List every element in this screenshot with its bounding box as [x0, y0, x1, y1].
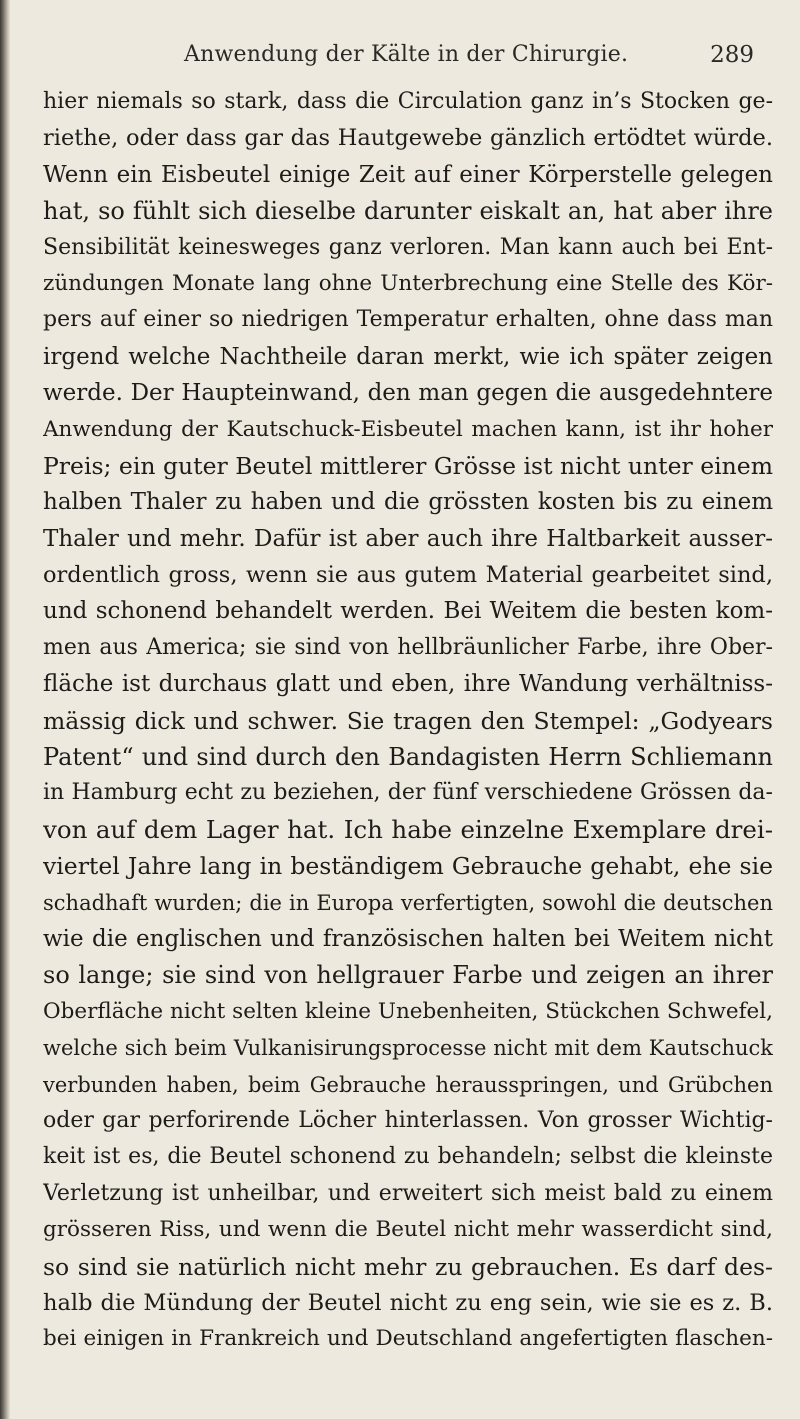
- text-line: oder gar perforirende Löcher hinterlassen. Von grosser Wichtig-: [43, 1107, 773, 1133]
- text-line: Wenn ein Eisbeutel einige Zeit auf einer Körperstelle gelegen: [43, 161, 773, 188]
- text-line: Patent“ und sind durch den Bandagisten Herrn Schliemann: [43, 743, 773, 772]
- body-text: [43, 84, 773, 1358]
- page-header: [34, 42, 782, 82]
- text-line: irgend welche Nachtheile daran merkt, wie ich später zeigen: [43, 343, 773, 370]
- text-line: men aus America; sie sind von hellbräunlicher Farbe, ihre Ober-: [43, 634, 773, 660]
- text-line: fläche ist durchaus glatt und eben, ihre Wandung verhältniss-: [43, 671, 773, 698]
- text-line: keit ist es, die Beutel schonend zu behandeln; selbst die kleinste: [43, 1144, 773, 1170]
- text-line: riethe, oder dass gar das Hautgewebe gänzlich ertödtet würde.: [43, 125, 773, 152]
- text-line: Sensibilität keinesweges ganz verloren. Man kann auch bei Ent-: [43, 234, 773, 260]
- text-line: Thaler und mehr. Dafür ist aber auch ihre Haltbarkeit ausser-: [43, 525, 773, 552]
- text-line: so sind sie natürlich nicht mehr zu gebrauchen. Es darf des-: [43, 1252, 773, 1281]
- text-line: zündungen Monate lang ohne Unterbrechung eine Stelle des Kör-: [43, 270, 773, 296]
- text-line: pers auf einer so niedrigen Temperatur erhalten, ohne dass man: [43, 307, 773, 333]
- text-line: bei einigen in Frankreich und Deutschland angefertigten flaschen-: [43, 1326, 773, 1352]
- text-line: mässig dick und schwer. Sie tragen den Stempel: „Godyears: [43, 706, 773, 735]
- text-line: in Hamburg echt zu beziehen, der fünf verschiedene Grössen da-: [43, 780, 773, 806]
- text-line: viertel Jahre lang in beständigem Gebrauche gehabt, ehe sie: [43, 852, 773, 881]
- text-line: welche sich beim Vulkanisirungsprocesse nicht mit dem Kautschuck: [43, 1036, 773, 1061]
- text-line: ordentlich gross, wenn sie aus gutem Material gearbeitet sind,: [43, 562, 773, 589]
- text-line: Verletzung ist unheilbar, und erweitert sich meist bald zu einem: [43, 1180, 773, 1206]
- text-line: schadhaft wurden; die in Europa verfertigten, sowohl die deutschen: [43, 890, 773, 915]
- text-line: Anwendung der Kautschuck-Eisbeutel machen kann, ist ihr hoher: [43, 416, 773, 442]
- text-line: hier niemals so stark, dass die Circulation ganz in’s Stocken ge-: [43, 89, 773, 114]
- text-line: so lange; sie sind von hellgrauer Farbe und zeigen an ihrer: [43, 961, 773, 990]
- text-line: wie die englischen und französischen halten bei Weitem nicht: [43, 925, 773, 952]
- text-line: halben Thaler zu haben und die grössten kosten bis zu einem: [43, 489, 773, 516]
- text-line: werde. Der Haupteinwand, den man gegen die ausgedehntere: [43, 380, 773, 407]
- running-title: Anwendung der Kälte in der Chirurgie.: [184, 42, 629, 67]
- text-line: von auf dem Lager hat. Ich habe einzelne Exemplare drei-: [43, 814, 773, 844]
- text-line: Oberfläche nicht selten kleine Unebenheiten, Stückchen Schwefel,: [43, 998, 773, 1024]
- text-line: verbunden haben, beim Gebrauche herausspringen, und Grübchen: [43, 1072, 773, 1097]
- text-line: hat, so fühlt sich dieselbe darunter eiskalt an, hat aber ihre: [43, 197, 773, 226]
- page-number: 289: [710, 42, 754, 68]
- text-line: halb die Mündung der Beutel nicht zu eng sein, wie sie es z. B.: [43, 1289, 773, 1316]
- page-binding-edge: [0, 0, 10, 1419]
- text-line: Preis; ein guter Beutel mittlerer Grösse ist nicht unter einem: [43, 451, 773, 480]
- text-line: grösseren Riss, und wenn die Beutel nicht mehr wasserdicht sind,: [43, 1217, 773, 1243]
- text-line: und schonend behandelt werden. Bei Weitem die besten kom-: [43, 598, 773, 625]
